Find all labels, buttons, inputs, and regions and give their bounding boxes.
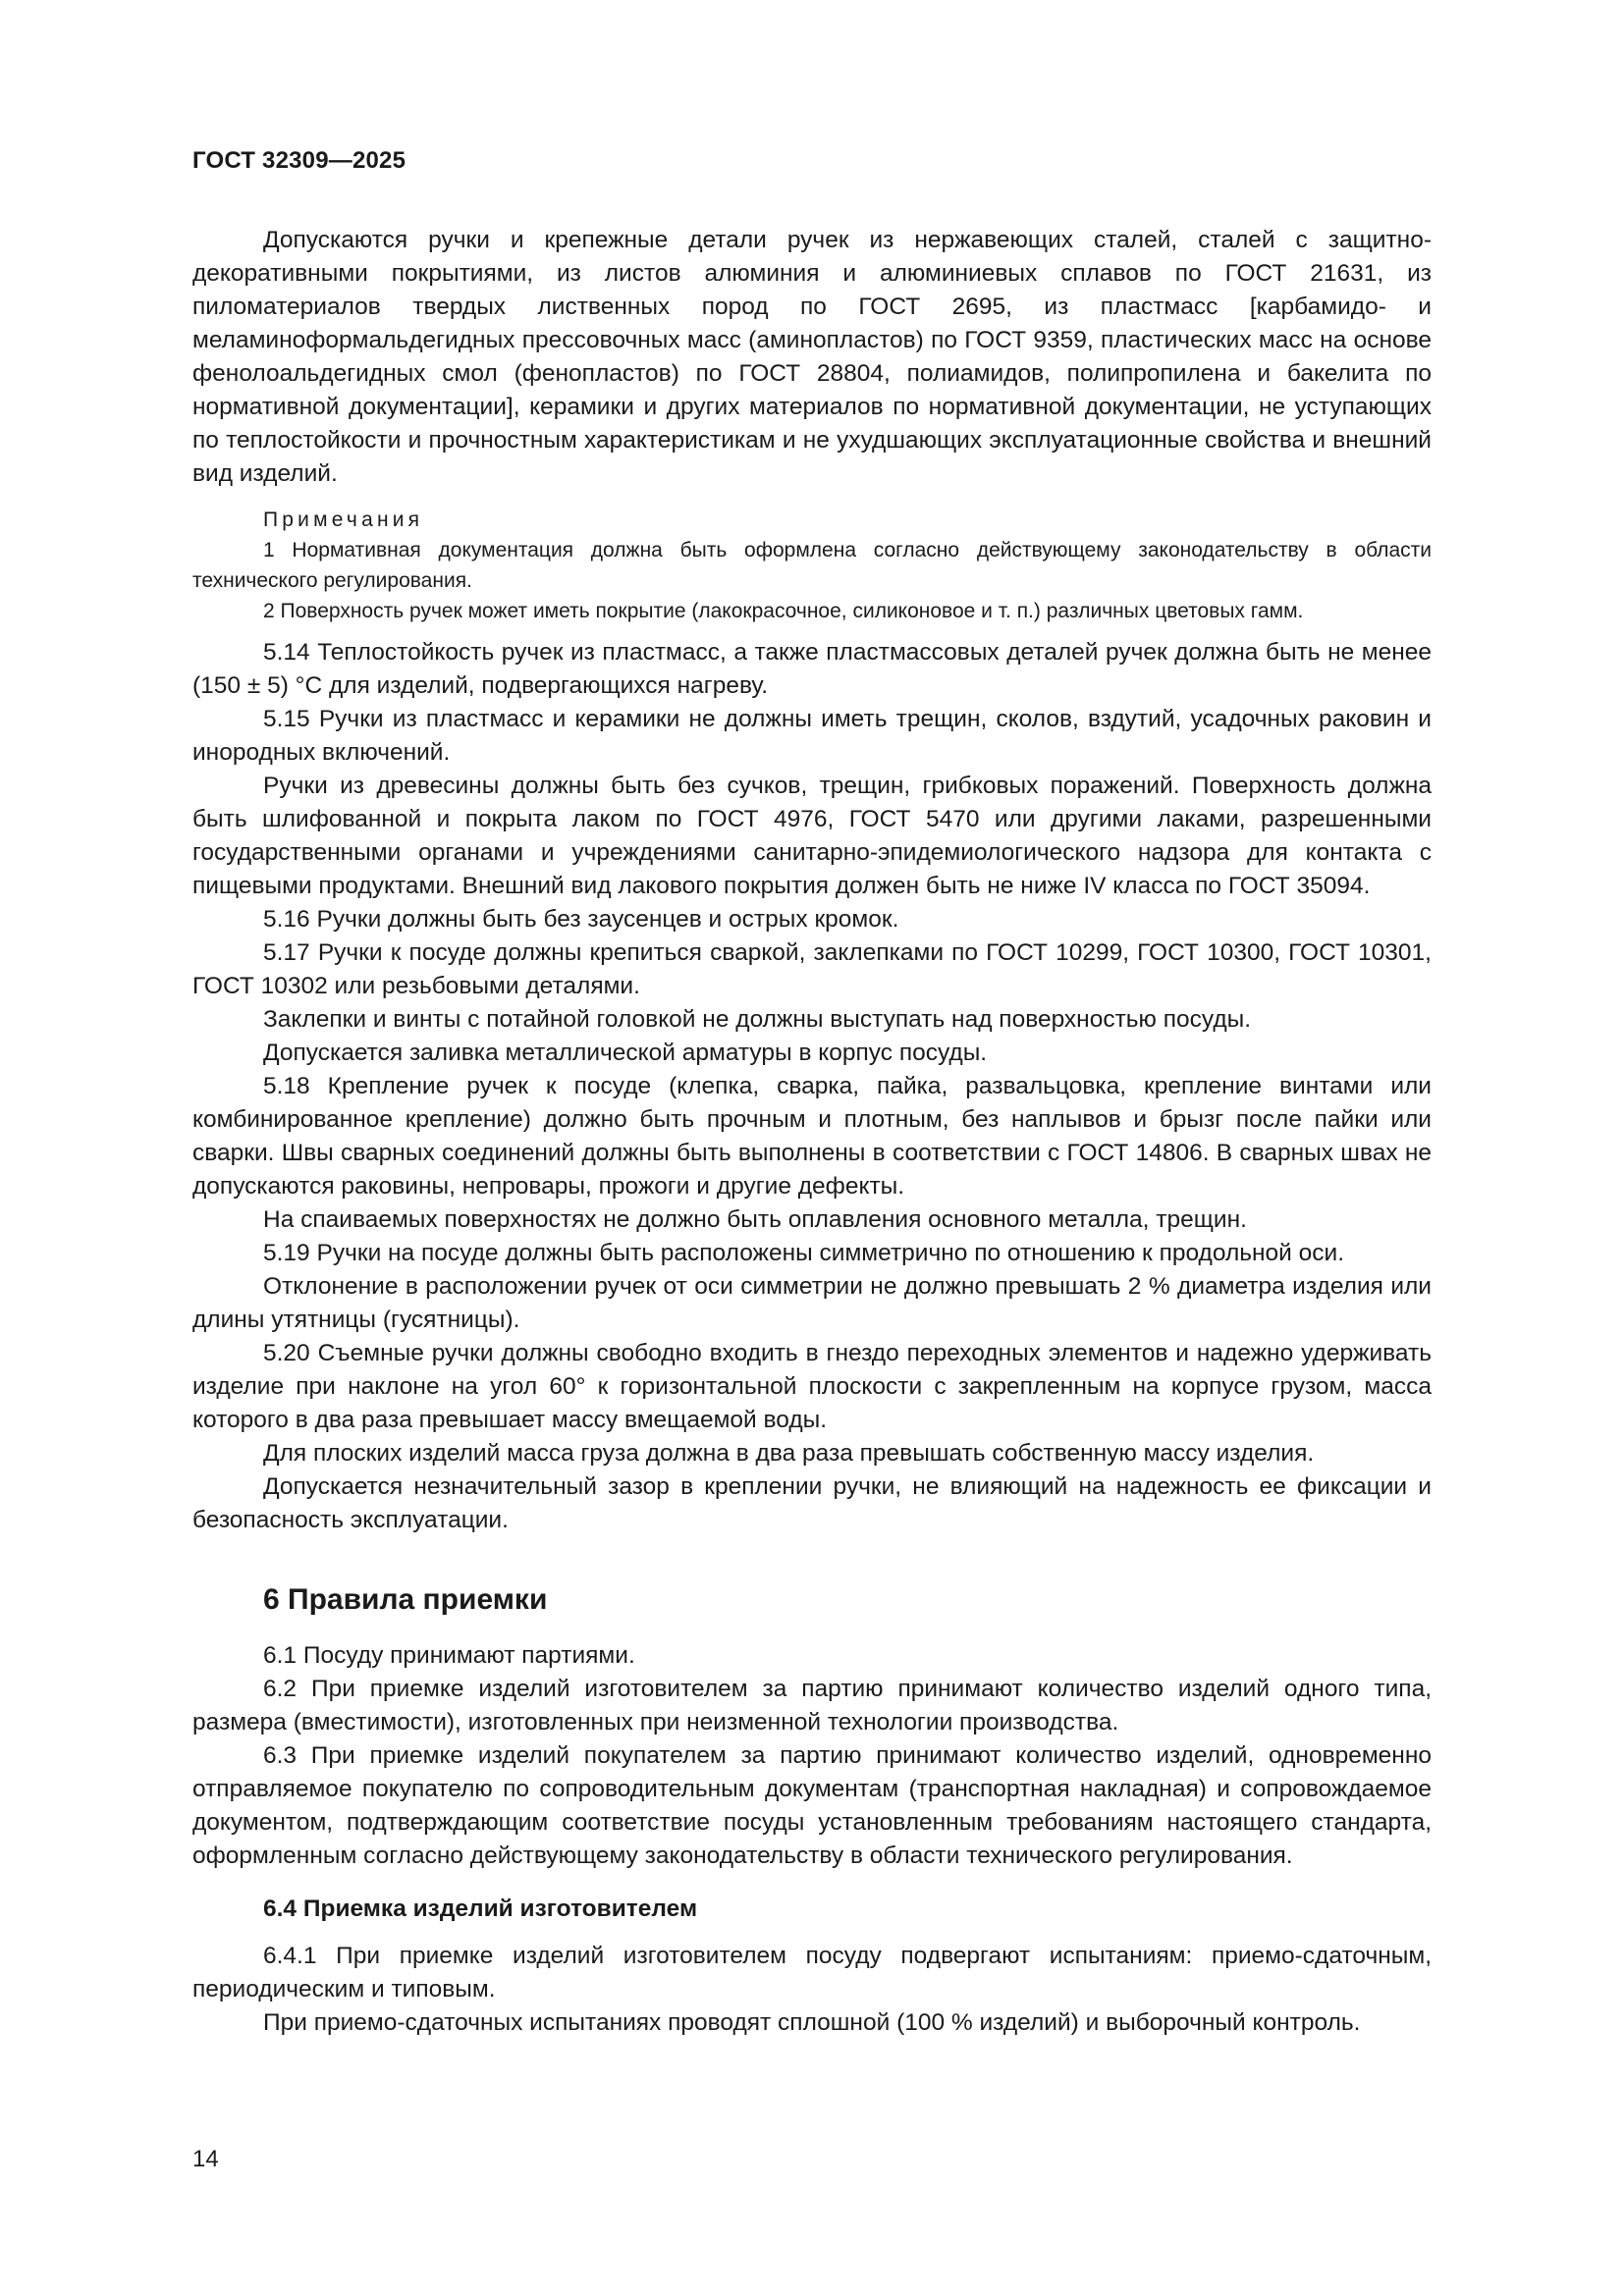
paragraph-5-17: 5.17 Ручки к посуде должны крепиться сваркой, заклепками по ГОСТ 10299, ГОСТ 10300, ГОСТ 10301, ГОСТ 10302 или резьбовыми деталями.: [192, 939, 1432, 999]
section-6-heading: 6 Правила приемки: [263, 1583, 548, 1616]
paragraph-5-15: 5.15 Ручки из пластмасс и керамики не должны иметь трещин, сколов, вздутий, усадочных раковин и инородных включений.: [192, 706, 1432, 766]
paragraph-rivets: Заклепки и винты с потайной головкой не должны выступать над поверхностью посуды.: [263, 1006, 1252, 1033]
paragraph-6-2: 6.2 При приемке изделий изготовителем за партию принимают количество изделий одного типа, размера (вместимости), изготовленных при неизменной технологии производства.: [192, 1676, 1432, 1735]
paragraph-acceptance-tests: При приемо-сдаточных испытаниях проводят сплошной (100 % изделий) и выборочный контроль.: [263, 2009, 1361, 2036]
paragraph-5-14: 5.14 Теплостойкость ручек из пластмасс, а также пластмассовых деталей ручек должна быть не менее (150 ± 5) °С для изделий, подвергающихся нагреву.: [192, 639, 1432, 699]
paragraph-5-18: 5.18 Крепление ручек к посуде (клепка, сварка, пайка, развальцовка, крепление винтами или комбинированное крепление) должно быть прочным и плотным, без наплывов и брызг после пайки или сварки. Швы сварных соединений должны быть выполнены в соответствии с ГОСТ 14806. В сварных швах не допускаются раковины, непровары, прожоги и другие дефекты.: [192, 1073, 1432, 1200]
paragraph-soldering: На спаиваемых поверхностях не должно быть оплавления основного металла, трещин.: [263, 1206, 1247, 1233]
note-item: 1 Нормативная документация должна быть оформлена согласно действующему законодательству в области технического регулирования.: [192, 539, 1432, 592]
note-item: 2 Поверхность ручек может иметь покрытие (лакокрасочное, силиконовое и т. п.) различных цветовых гамм.: [263, 600, 1304, 622]
notes-block: [192, 505, 1432, 636]
paragraph-5-19: 5.19 Ручки на посуде должны быть расположены симметрично по отношению к продольной оси.: [263, 1240, 1345, 1266]
page-content: [192, 224, 1432, 2040]
page-number: 14: [192, 2146, 219, 2172]
paragraph-wood-handles: Ручки из древесины должны быть без сучков, трещин, грибковых поражений. Поверхность должна быть шлифованной и покрыта лаком по ГОСТ 4976, ГОСТ 5470 или другими лаками, разрешенными государственными органами и учреждениями санитарно-эпидемиологического надзора для контакта с пищевыми продуктами. Внешний вид лакового покрытия должен быть не ниже IV класса по ГОСТ 35094.: [192, 773, 1432, 899]
paragraph-armature: Допускается заливка металлической арматуры в корпус посуды.: [263, 1040, 988, 1066]
paragraph-5-16: 5.16 Ручки должны быть без заусенцев и острых кромок.: [263, 906, 899, 933]
paragraph-gap: Допускается незначительный зазор в креплении ручки, не влияющий на надежность ее фиксации и безопасность эксплуатации.: [192, 1473, 1432, 1533]
paragraph-flat-items: Для плоских изделий масса груза должна в два раза превышать собственную массу изделия.: [263, 1440, 1315, 1467]
paragraph-intro: Допускаются ручки и крепежные детали ручек из нержавеющих сталей, сталей с защитно-декоративными покрытиями, из листов алюминия и алюминиевых сплавов по ГОСТ 21631, из пиломатериалов твердых лиственных пород по ГОСТ 2695, из пластмасс [карбамидо- и меламиноформальдегидных прессовочных масс (аминопластов) по ГОСТ 9359, пластических масс на основе фенолоальдегидных смол (фенопластов) по ГОСТ 28804, полиамидов, полипропилена и бакелита по нормативной документации], керамики и других материалов по нормативной документации, не уступающих по теплостойкости и прочностным характеристикам и не ухудшающих эксплуатационные свойства и внешний вид изделий.: [192, 227, 1432, 487]
paragraph-6-4-1: 6.4.1 При приемке изделий изготовителем посуду подвергают испытаниям: приемо-сдаточным, периодическим и типовым.: [192, 1943, 1432, 2002]
paragraph-6-3: 6.3 При приемке изделий покупателем за партию принимают количество изделий, одновременно отправляемое покупателю по сопроводительным документам (транспортная накладная) и сопровождаемое документом, подтверждающим соответствие посуды установленным требованиям настоящего стандарта, оформленным согласно действующему законодательству в области технического регулирования.: [192, 1742, 1432, 1869]
paragraph-6-1: 6.1 Посуду принимают партиями.: [263, 1642, 635, 1669]
paragraph-5-20: 5.20 Съемные ручки должны свободно входить в гнездо переходных элементов и надежно удерживать изделие при наклоне на угол 60° к горизонтальной плоскости с закрепленным на корпусе грузом, масса которого в два раза превышает массу вмещаемой воды.: [192, 1340, 1432, 1433]
document-code-header: ГОСТ 32309—2025: [192, 147, 406, 174]
paragraph-deviation: Отклонение в расположении ручек от оси симметрии не должно превышать 2 % диаметра изделия или длины утятницы (гусятницы).: [192, 1273, 1432, 1333]
notes-label: Примечания: [263, 508, 424, 531]
subsection-6-4-heading: 6.4 Приемка изделий изготовителем: [263, 1896, 698, 1922]
